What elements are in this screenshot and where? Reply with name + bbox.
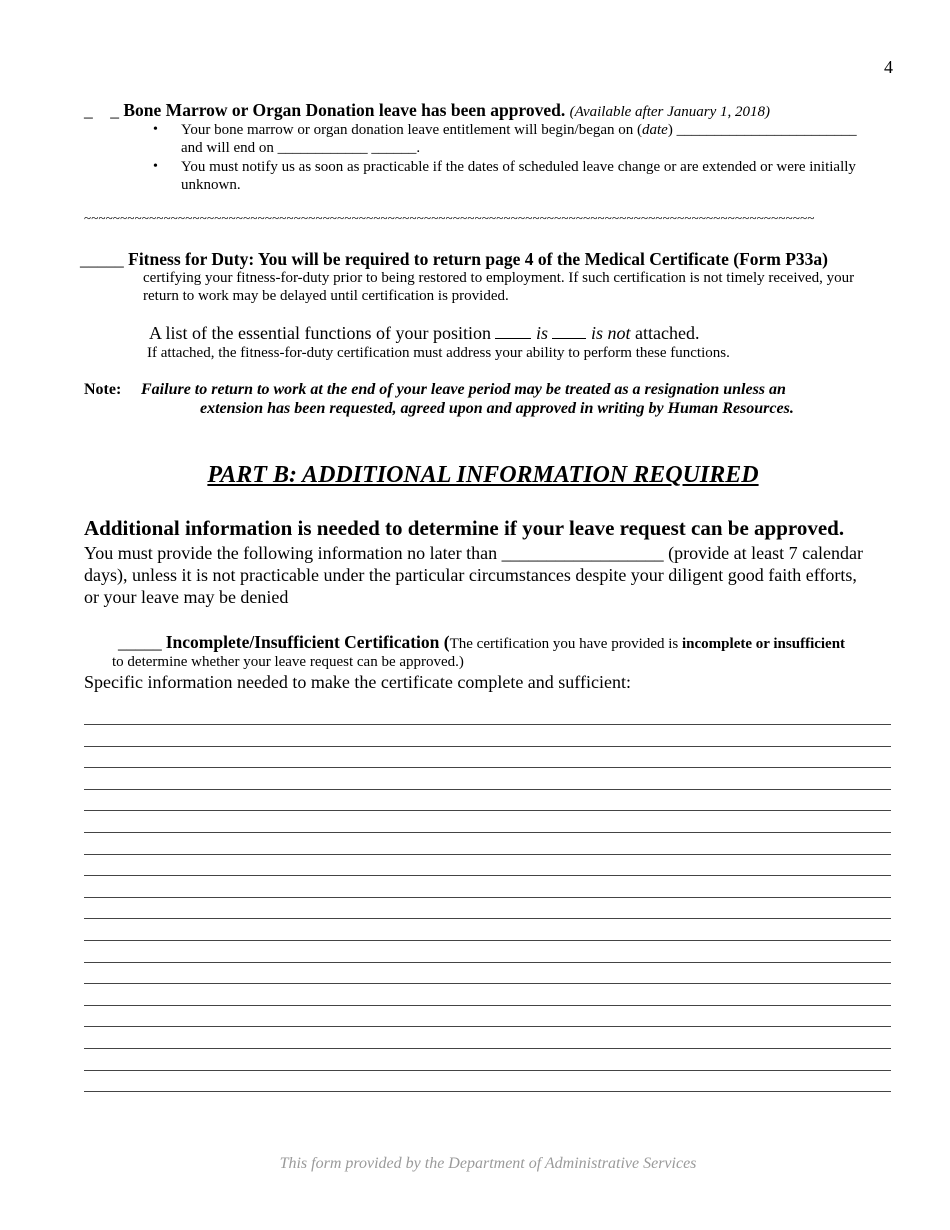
answer-line[interactable] [84, 875, 891, 876]
part-b-para-line3: or your leave may be denied [84, 587, 289, 607]
bone-marrow-availability: (Available after January 1, 2018) [569, 104, 771, 120]
note-line2: extension has been requested, agreed upon and approved in writing by Human Resources. [200, 400, 794, 417]
fitness-heading [80, 249, 828, 270]
essential-functions-line [149, 323, 699, 344]
part-b-para-line1[interactable]: You must provide the following information no later than __________________ (provide at least 7 calendar [84, 543, 864, 563]
answer-line[interactable] [84, 897, 891, 898]
bone-marrow-heading [84, 100, 770, 121]
bone-marrow-bullet2-line2: unknown. [181, 177, 241, 193]
answer-line[interactable] [84, 1026, 891, 1027]
incomplete-heading [118, 632, 845, 653]
begin-date-field[interactable]: ) ________________________ [667, 122, 857, 138]
part-b-para-line2: days), unless it is not practicable under the particular circumstances despite your diligent good faith efforts, [84, 565, 857, 585]
part-b-heading: PART B: ADDITIONAL INFORMATION REQUIRED [207, 462, 759, 488]
answer-line[interactable] [84, 1005, 891, 1006]
bone-marrow-checkbox-blank[interactable]: _ _ [84, 100, 119, 120]
answer-line[interactable] [84, 1048, 891, 1049]
page-number: 4 [884, 57, 893, 77]
is-not-label: is not [590, 323, 631, 343]
answer-line[interactable] [84, 983, 891, 984]
if-attached-text: If attached, the fitness-for-duty certification must address your ability to perform these functions. [147, 345, 730, 361]
answer-line[interactable] [84, 918, 891, 919]
answer-line[interactable] [84, 724, 891, 725]
is-label: is [535, 323, 548, 343]
attached-label: attached. [635, 323, 700, 343]
answer-line[interactable] [84, 1091, 891, 1092]
footer-note: This form provided by the Department of Administrative Services [279, 1155, 697, 1172]
answer-line[interactable] [84, 832, 891, 833]
fitness-line1: certifying your fitness-for-duty prior to being restored to employment. If such certification is not timely received, your [143, 270, 855, 286]
is-not-checkbox-blank[interactable] [552, 324, 586, 339]
essential-functions-text: A list of the essential functions of your position [149, 323, 491, 343]
answer-line[interactable] [84, 940, 891, 941]
answer-line[interactable] [84, 810, 891, 811]
note-label: Note: [84, 381, 122, 398]
incomplete-title: Incomplete/Insufficient Certification ( [165, 632, 450, 652]
answer-line[interactable] [84, 767, 891, 768]
bullet-icon: • [153, 122, 158, 137]
fitness-checkbox-blank[interactable]: _____ [80, 249, 124, 269]
incomplete-line2: to determine whether your leave request can be approved.) [112, 654, 464, 670]
fitness-line2: return to work may be delayed until certification is provided. [143, 288, 509, 304]
is-checkbox-blank[interactable] [495, 324, 531, 339]
fitness-title: Fitness for Duty: You will be required to return page 4 of the Medical Certificate (Form P33a) [128, 249, 828, 269]
incomplete-desc: The certification you have provided is [449, 636, 683, 652]
answer-line[interactable] [84, 789, 891, 790]
specific-info-label: Specific information needed to make the certificate complete and sufficient: [84, 672, 631, 692]
tilde-separator: ~~~~~~~~~~~~~~~~~~~~~~~~~~~~~~~~~~~~~~~~~~~~~~~~~~~~~~~~~~~~~~~~~~~~~~~~~~~~~~~~~~~~~~~~~~~~~~~~~~~~~ [84, 210, 815, 225]
bone-marrow-bullet1-line1 [181, 122, 857, 139]
bullet1-text: Your bone marrow or organ donation leave entitlement will begin/began on ( [181, 122, 643, 138]
incomplete-checkbox-blank[interactable]: _____ [118, 632, 162, 652]
note-line1: Failure to return to work at the end of your leave period may be treated as a resignation unless an [141, 381, 786, 398]
bone-marrow-bullet2-line1: You must notify us as soon as practicable if the dates of scheduled leave change or are extended or were initially [181, 159, 856, 175]
answer-line[interactable] [84, 746, 891, 747]
bullet-icon: • [153, 159, 158, 174]
answer-line[interactable] [84, 1070, 891, 1071]
end-date-field[interactable]: and will end on ____________ ______. [181, 140, 421, 156]
part-b-subheading: Additional information is needed to determine if your leave request can be approved. [84, 516, 845, 540]
date-word: date [642, 122, 668, 138]
bone-marrow-title: Bone Marrow or Organ Donation leave has been approved. [123, 100, 566, 120]
answer-line[interactable] [84, 962, 891, 963]
incomplete-desc-bold: incomplete or insufficient [682, 636, 846, 652]
answer-line[interactable] [84, 854, 891, 855]
